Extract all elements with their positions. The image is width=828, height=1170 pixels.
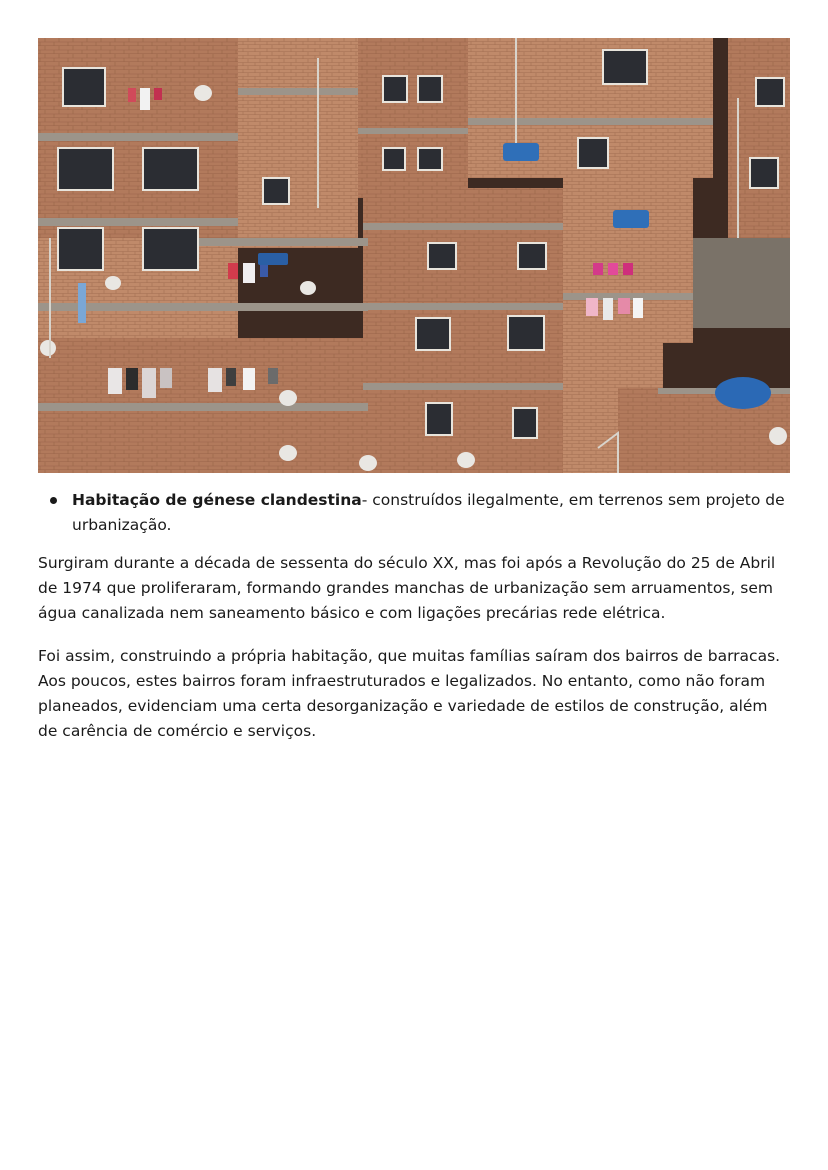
paragraph: Foi assim, construindo a própria habitação, que muitas famílias saíram dos bairros de barracas. Aos poucos, estes bairros foram infraestruturados e legalizados. No entanto, como não foram planeados, evidenciam uma certa desorganização e variedade de estilos de construção, além de carência de comércio e serviços. — [38, 647, 781, 740]
bullet-icon — [50, 497, 57, 504]
text-content — [38, 488, 790, 744]
list-item — [72, 488, 790, 538]
paragraph: Surgiram durante a década de sessenta do século XX, mas foi após a Revolução do 25 de Abril de 1974 que proliferaram, formando grandes manchas de urbanização sem arruamentos, sem água canalizada nem saneamento básico e com ligações precárias rede elétrica. — [38, 554, 776, 622]
bullet-definition: - construídos ilegalmente, em terrenos sem projeto de urbanização. — [72, 491, 785, 534]
favela-photo — [38, 38, 790, 473]
bullet-term: Habitação de génese clandestina — [72, 491, 362, 509]
bullet-list — [38, 488, 790, 538]
